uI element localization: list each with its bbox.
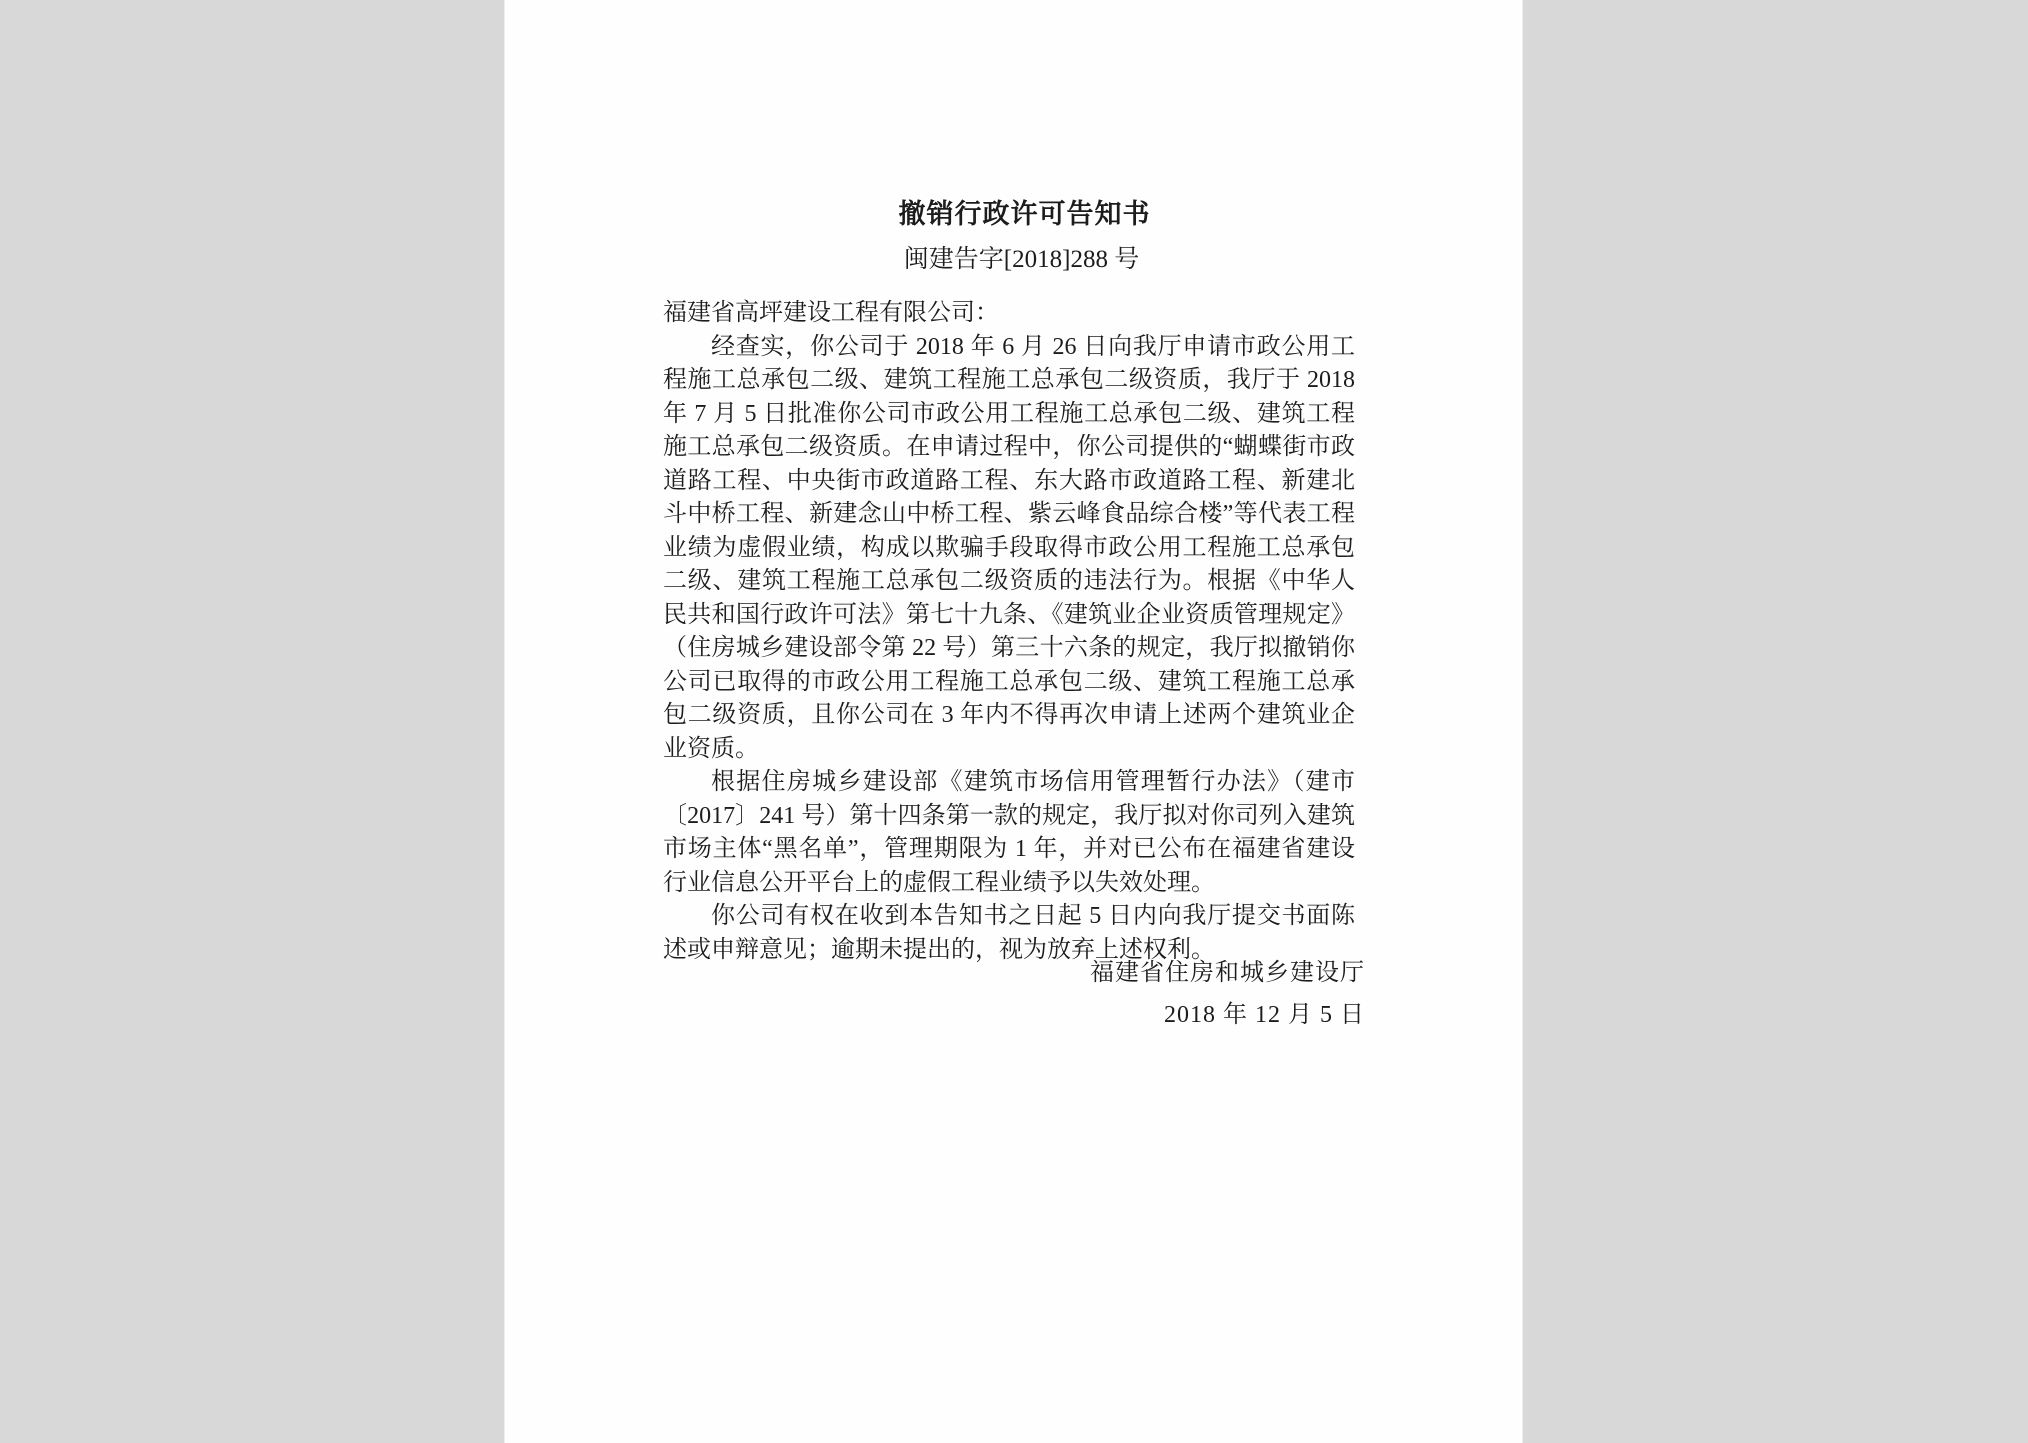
paragraph-facts: 经查实，你公司于 2018 年 6 月 26 日向我厅申请市政公用工程施工总承包二级、建筑工程施工总承包二级资质，我厅于 2018 年 7 月 5 日批准你公司市政公用工程施工总承包二级、建筑工程施工总承包二级资质。在申请过程中，你公司提供的“蝴蝶街市政道路工程、中央街市政道路工程、东大路市政道路工程、新建北斗中桥工程、新建念山中桥工程、紫云峰食品综合楼”等代表工程业绩为虚假业绩，构成以欺骗手段取得市政公用工程施工总承包二级、建筑工程施工总承包二级资质的违法行为。根据《中华人民共和国行政许可法》第七十九条、《建筑业企业资质管理规定》（住房城乡建设部令第 22 号）第三十六条的规定，我厅拟撤销你公司已取得的市政公用工程施工总承包二级、建筑工程施工总承包二级资质，且你公司在 3 年内不得再次申请上述两个建筑业企业资质。 <box>663 333 1355 762</box>
document-number: 闽建告字[2018]288 号 <box>903 246 1140 273</box>
addressee: 福建省高坪建设工程有限公司： <box>663 300 999 326</box>
paragraph-rights: 你公司有权在收到本告知书之日起 5 日内向我厅提交书面陈述或申辩意见；逾期未提出的，视为放弃上述权利。 <box>663 903 1355 963</box>
document-body <box>663 297 1355 967</box>
document-page <box>504 0 1523 1443</box>
paragraph-blacklist: 根据住房城乡建设部《建筑市场信用管理暂行办法》（建市〔2017〕241 号）第十四条第一款的规定，我厅拟对你司列入建筑市场主体“黑名单”，管理期限为 1 年，并对已公布在福建省建设行业信息公开平台上的虚假工程业绩予以失效处理。 <box>663 769 1355 896</box>
issue-date: 2018 年 12 月 5 日 <box>1164 1002 1365 1028</box>
signature-block <box>1090 952 1365 1036</box>
issuing-authority: 福建省住房和城乡建设厅 <box>1090 960 1365 986</box>
document-title: 撤销行政许可告知书 <box>898 199 1151 229</box>
